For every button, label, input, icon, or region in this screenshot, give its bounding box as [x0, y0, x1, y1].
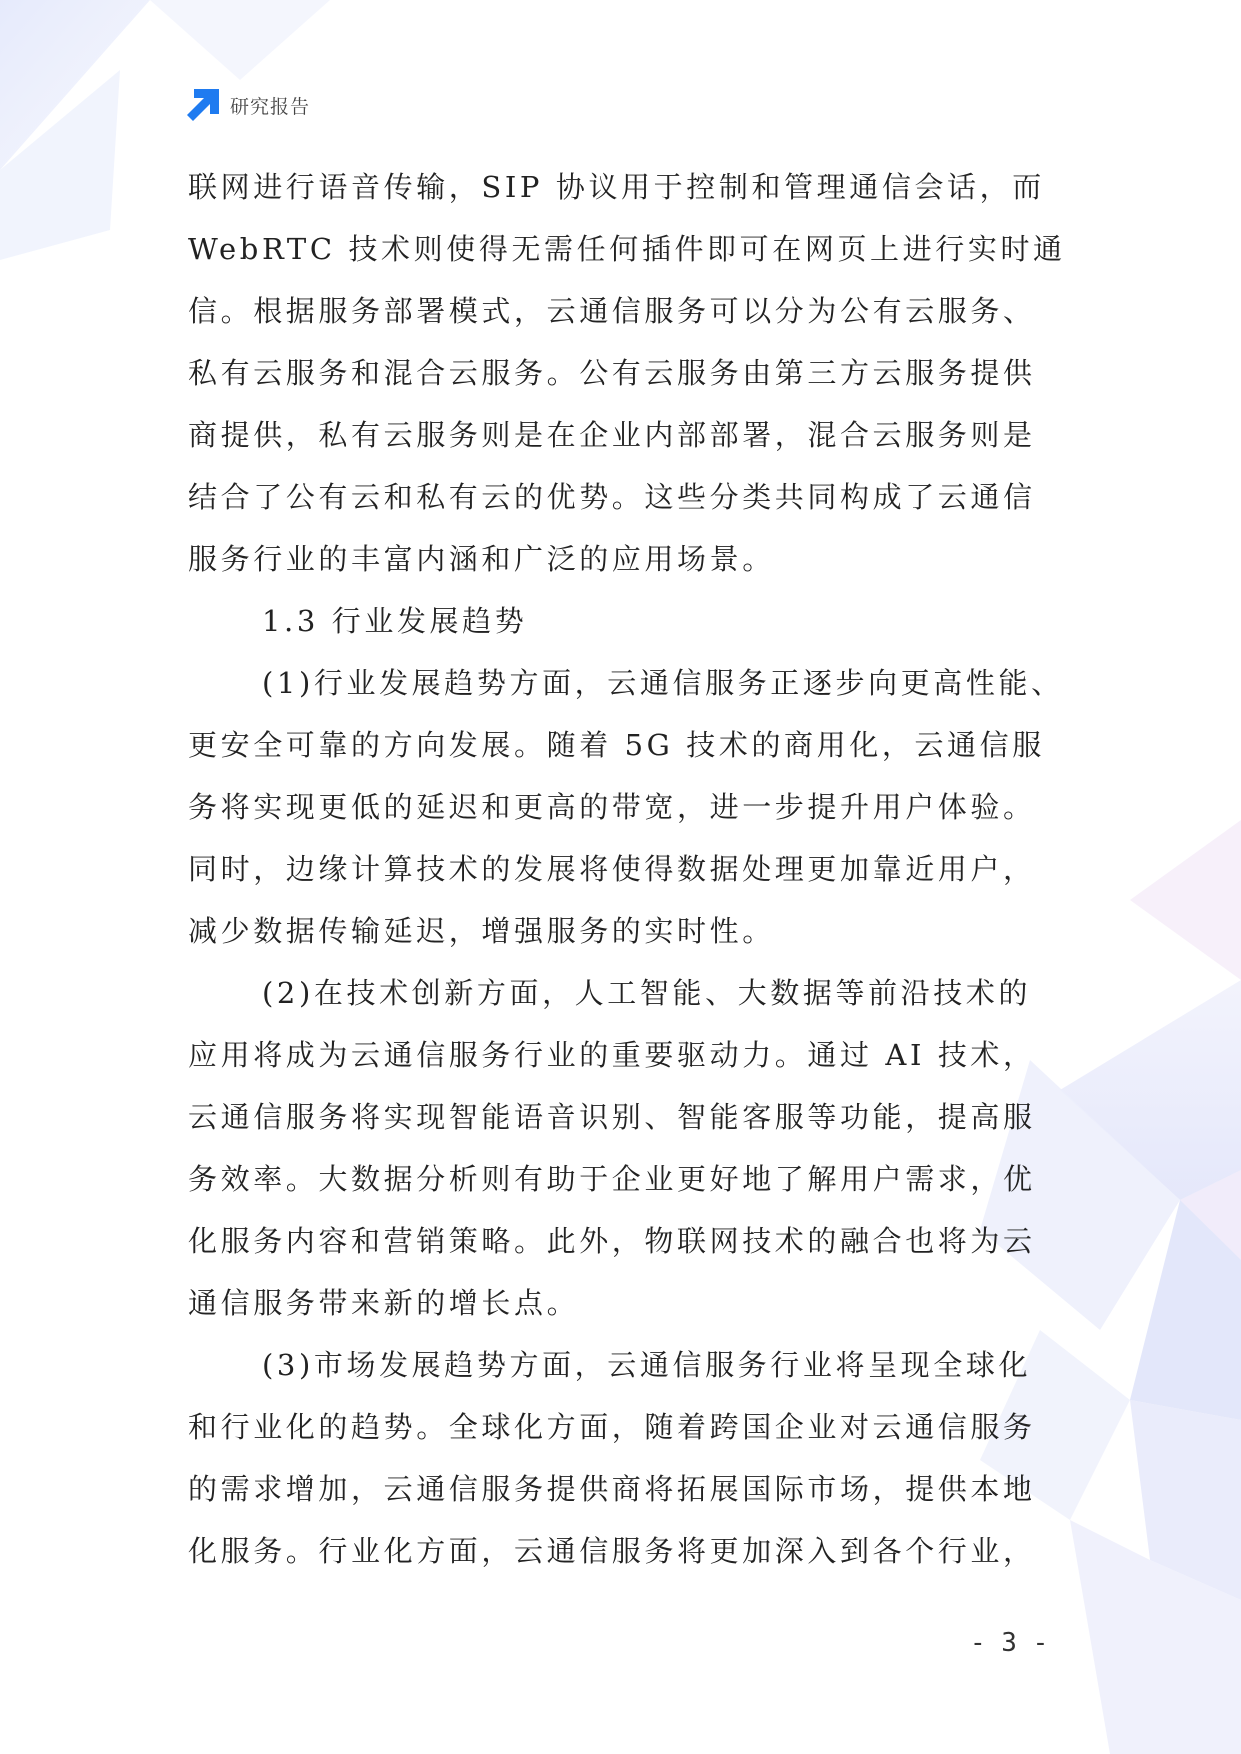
body-text-line: 更安全可靠的方向发展。随着 5G 技术的商用化，云通信服 [188, 728, 1045, 762]
body-text-line: 化服务内容和营销策略。此外，物联网技术的融合也将为云 [188, 1224, 1036, 1258]
body-text-line: 结合了公有云和私有云的优势。这些分类共同构成了云通信 [188, 480, 1036, 514]
paragraph-start-line: (1)行业发展趋势方面，云通信服务正逐步向更高性能、 [262, 666, 1064, 700]
report-header [186, 88, 310, 122]
body-text-line: 和行业化的趋势。全球化方面，随着跨国企业对云通信服务 [188, 1410, 1036, 1444]
body-text-line: 私有云服务和混合云服务。公有云服务由第三方云服务提供 [188, 356, 1036, 390]
body-text-line: 应用将成为云通信服务行业的重要驱动力。通过 AI 技术， [188, 1038, 1036, 1072]
arrow-up-right-icon [186, 88, 220, 122]
body-text-line: 同时，边缘计算技术的发展将使得数据处理更加靠近用户， [188, 852, 1036, 886]
body-text-line: 联网进行语音传输，SIP 协议用于控制和管理通信会话，而 [188, 170, 1045, 204]
body-text-line: 云通信服务将实现智能语音识别、智能客服等功能，提高服 [188, 1100, 1036, 1134]
paragraph-start-line: (3)市场发展趋势方面，云通信服务行业将呈现全球化 [262, 1348, 1032, 1382]
page-number: - 3 - [970, 1628, 1049, 1658]
body-text-line: 商提供，私有云服务则是在企业内部部署，混合云服务则是 [188, 418, 1036, 452]
body-text-line: 信。根据服务部署模式，云通信服务可以分为公有云服务、 [188, 294, 1036, 328]
header-title: 研究报告 [230, 95, 311, 118]
section-heading: 1.3 行业发展趋势 [262, 604, 528, 638]
body-text-line: 化服务。行业化方面，云通信服务将更加深入到各个行业， [188, 1534, 1036, 1568]
body-text-line: 服务行业的丰富内涵和广泛的应用场景。 [188, 542, 775, 576]
body-text-line: 的需求增加，云通信服务提供商将拓展国际市场，提供本地 [188, 1472, 1036, 1506]
document-body [188, 156, 1066, 1582]
body-text-line: 减少数据传输延迟，增强服务的实时性。 [188, 914, 775, 948]
body-text-line: 务效率。大数据分析则有助于企业更好地了解用户需求，优 [188, 1162, 1036, 1196]
body-text-line: 通信服务带来新的增长点。 [188, 1286, 580, 1320]
paragraph-start-line: (2)在技术创新方面，人工智能、大数据等前沿技术的 [262, 976, 1032, 1010]
body-text-line: WebRTC 技术则使得无需任何插件即可在网页上进行实时通 [188, 232, 1066, 266]
body-text-line: 务将实现更低的延迟和更高的带宽，进一步提升用户体验。 [188, 790, 1036, 824]
